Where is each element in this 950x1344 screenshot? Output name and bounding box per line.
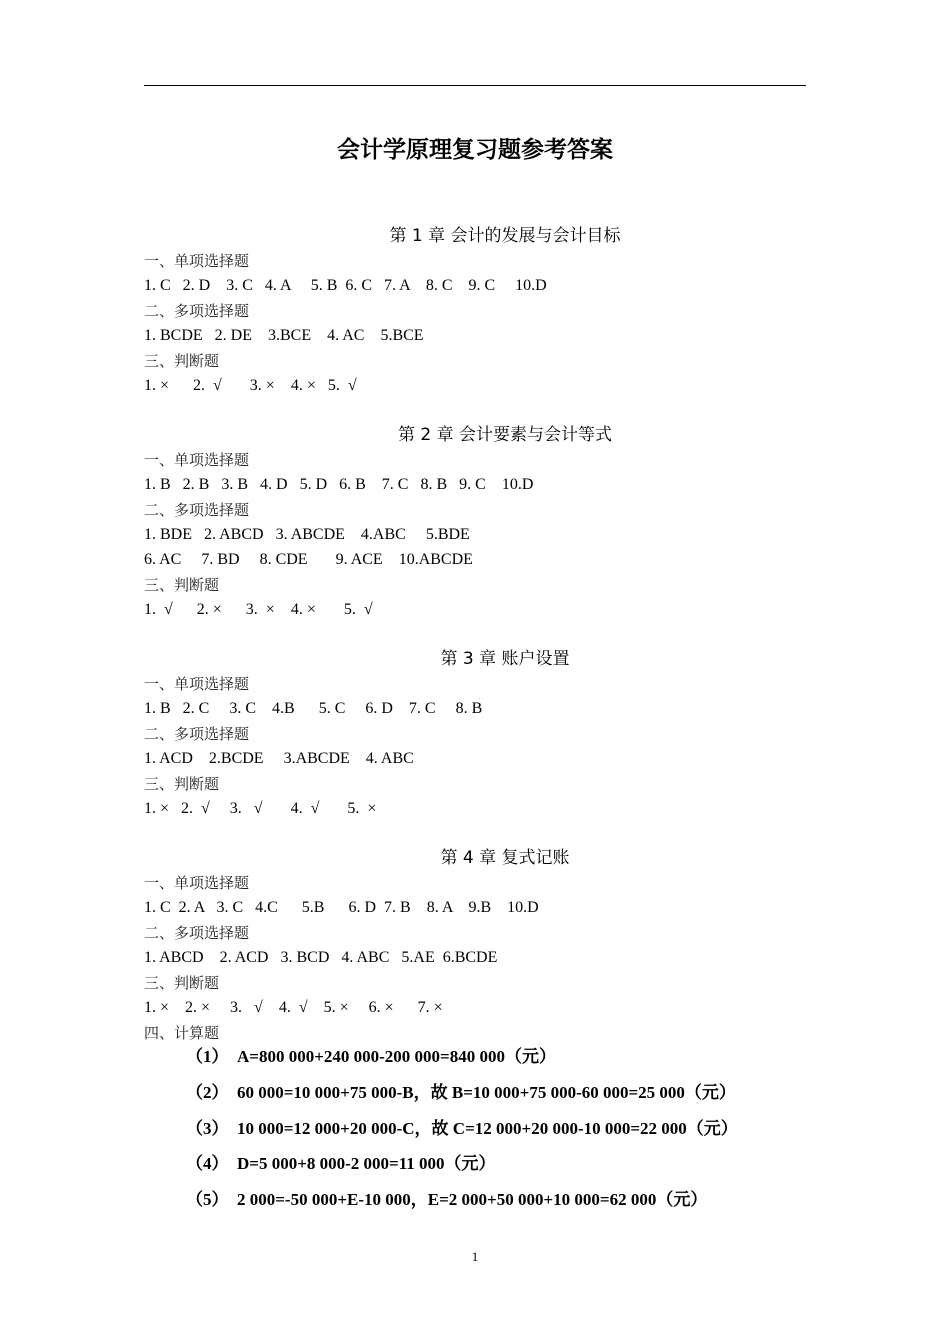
calculation-line: （4） D=5 000+8 000-2 000=11 000（元） — [186, 1154, 496, 1173]
answer-line: 1. B 2. B 3. B 4. D 5. D 6. B 7. C 8. B 9. C 10.D — [144, 476, 534, 493]
calculation-line: （3） 10 000=12 000+20 000-C，故 C=12 000+20 000-10 000=22 000（元） — [186, 1119, 738, 1138]
section-label: 二、多项选择题 — [144, 725, 250, 743]
answer-line: 1. B 2. C 3. C 4.B 5. C 6. D 7. C 8. B — [144, 700, 483, 717]
section-label: 三、判断题 — [144, 974, 220, 992]
answer-line: 1. BCDE 2. DE 3.BCE 4. AC 5.BCE — [144, 327, 424, 344]
chapter-heading: 第 4 章 复式记账 — [440, 848, 570, 868]
section-label: 二、多项选择题 — [144, 924, 250, 942]
answer-line: 1. BDE 2. ABCD 3. ABCDE 4.ABC 5.BDE — [144, 526, 470, 543]
section-label: 二、多项选择题 — [144, 501, 250, 519]
document-title: 会计学原理复习题参考答案 — [337, 137, 613, 163]
chapter-heading: 第 1 章 会计的发展与会计目标 — [389, 226, 621, 246]
answer-line: 1. ACD 2.BCDE 3.ABCDE 4. ABC — [144, 750, 414, 767]
section-label: 三、判断题 — [144, 352, 220, 370]
calculation-line: （2） 60 000=10 000+75 000-B，故 B=10 000+75 000-60 000=25 000（元） — [186, 1083, 736, 1102]
header-rule — [144, 85, 806, 86]
answer-line: 6. AC 7. BD 8. CDE 9. ACE 10.ABCDE — [144, 551, 473, 568]
calculation-line: （5） 2 000=-50 000+E-10 000，E=2 000+50 000+10 000=62 000（元） — [186, 1190, 708, 1209]
section-label: 一、单项选择题 — [144, 252, 250, 270]
section-label: 三、判断题 — [144, 576, 220, 594]
chapter-heading: 第 2 章 会计要素与会计等式 — [397, 425, 613, 445]
answer-line: 1. × 2. × 3. √ 4. √ 5. × 6. × 7. × — [144, 999, 443, 1016]
section-label: 三、判断题 — [144, 775, 220, 793]
chapter-heading: 第 3 章 账户设置 — [440, 649, 570, 669]
answer-line: 1. C 2. D 3. C 4. A 5. B 6. C 7. A 8. C 9. C 10.D — [144, 277, 547, 294]
section-label: 二、多项选择题 — [144, 302, 250, 320]
section-label: 一、单项选择题 — [144, 451, 250, 469]
answer-line: 1. C 2. A 3. C 4.C 5.B 6. D 7. B 8. A 9.B 10.D — [144, 899, 539, 916]
answer-line: 1. ABCD 2. ACD 3. BCD 4. ABC 5.AE 6.BCDE — [144, 949, 498, 966]
answer-line: 1. √ 2. × 3. × 4. × 5. √ — [144, 601, 373, 618]
section-label: 一、单项选择题 — [144, 675, 250, 693]
section-label: 四、计算题 — [144, 1024, 220, 1042]
answer-line: 1. × 2. √ 3. × 4. × 5. √ — [144, 377, 357, 394]
page-number: 1 — [471, 1249, 479, 1264]
calculation-line: （1） A=800 000+240 000-200 000=840 000（元） — [186, 1047, 556, 1066]
answer-line: 1. × 2. √ 3. √ 4. √ 5. × — [144, 800, 377, 817]
section-label: 一、单项选择题 — [144, 874, 250, 892]
